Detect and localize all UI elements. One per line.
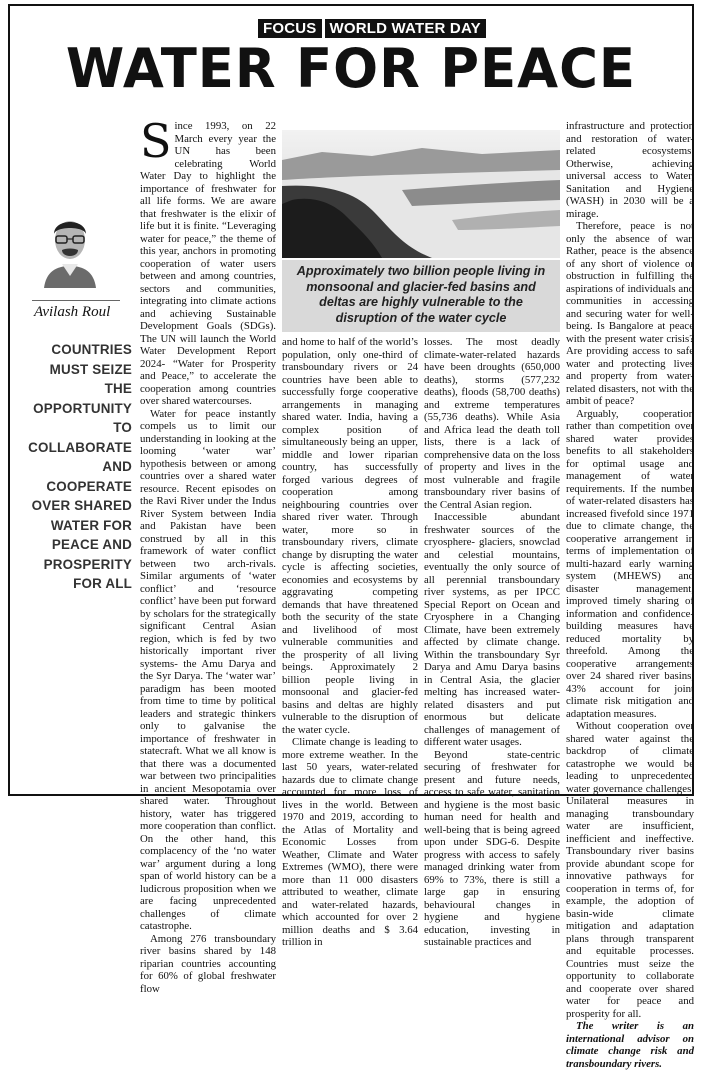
article-column-2 bbox=[282, 336, 418, 948]
author-name: Avilash Roul bbox=[34, 304, 111, 320]
article-column-3 bbox=[424, 336, 560, 948]
author-bio: The writer is an international advisor on climate change risk and transboundary rivers. bbox=[566, 1020, 694, 1070]
article-paragraph: Inaccessible abundant freshwater sources of the cryosphere- glaciers, snowclad and celestial mountains, eventually the only source of all perennial transboundary river systems, as per IPCC Special Report on Ocean and Cryosphere in a Changing Climate, have been extremely affected by climate change. Within the transboundary Syr Darya and Amu Darya basins in Central Asia, the glacier melting has increased water-related disasters and put enormous but delicate challenges of management of different water usages. bbox=[424, 511, 560, 748]
kicker-tag: FOCUS bbox=[258, 19, 322, 38]
article-paragraph: losses. The most deadly climate-water-related hazards have been droughts (650,000 deaths), storms (577,232 deaths), floods (58,700 deaths) and extreme temperatures (55,736 deaths). While Asia and Africa lead the death toll lists, there is a lack of comprehensive data on the loss of property and lives in the most vulnerable and fragile transboundary river basins of the Central Asian region. bbox=[424, 336, 560, 511]
article-paragraph: and home to half of the world’s population, only one-third of transboundary rivers or 24 countries have been able to successfully forge cooperative arrangements in managing shared water. India, having a complex position of simultaneously being an upper, middle and lower riparian country, has successfully forged various degrees of cooperation among neighbouring countries over shared river water. Through water, more so in transboundary rivers, climate change by disrupting the water cycle is affecting societies, economies and ecosystems by aggravating competing demands that have threatened both the security of the state and livelihood of most vulnerable communities and the prosperity of all living beings. Approximately 2 billion people living in monsoonal and glacier-fed basins and deltas are highly vulnerable to the disruption of the water cycle. bbox=[282, 336, 418, 736]
photo-caption: Approximately two billion people living in monsoonal and glacier-fed basins and deltas are highly vulnerable to the disruption of the water cycle bbox=[282, 260, 560, 332]
article-paragraph: Without cooperation over shared water against the backdrop of climate catastrophe we would be leading to unprecedented water governance challenges. Unilateral measures in managing transboundary water are insufficient, inefficient and ineffective. Transboundary river basins provide abundant scope for innovative pathways for cooperation in terms of, for example, the adoption of basin-wide climate mitigation and adaptation plans through transparent and equitable processes. Countries must seize the opportunity to collaborate and cooperate over shared water for peace and prosperity for all. bbox=[566, 720, 694, 1020]
article-paragraph: Climate change is leading to more extreme weather. In the last 50 years, water-related hazards due to climate change accounted for more loss of lives in the world. Between 1970 and 2019, according to the Atlas of Mortality and Economic Losses from Weather, Climate and Water Extremes (WMO), there were more than 11 000 disasters attributed to weather, climate and water-related hazards, which accounted for over 2 million deaths and $ 3.64 trillion in bbox=[282, 736, 418, 948]
headline: WATER FOR PEACE bbox=[65, 37, 637, 100]
article-paragraph: ince 1993, on 22 March every year the UN has been celebrating World Water Day to highlight the importance of freshwater for all life forms. We are aware that freshwater is the elixir of life but it is finite. “Leveraging water for peace,” the theme of this year, anchors in promoting cooperation of water users between and among countries, sectors and communities, integrating into climate actions and achieving Sustainable Development Goals (SDGs). The UN will launch the World Water Development Report 2024- “Water for Prosperity and Peace,” to accelerate the cooperation among countries over shared watercourses. bbox=[140, 120, 276, 407]
article-paragraph: infrastructure and protection and restoration of water-related ecosystems. Otherwise, achieving universal access to Water, Sanitation and Hygiene (WASH) in 2030 will be a mirage. bbox=[566, 120, 694, 220]
river-landscape-photo bbox=[282, 130, 560, 258]
article-column-1 bbox=[140, 114, 276, 995]
article-paragraph: Therefore, peace is not only the absence of war. Rather, peace is the absence of any short of violence or obstruction in fulfilling the aspirations of individuals and communities in accessing and securing water for well-being. Is Bangalore at peace with the present water crisis? Are providing access to safe water and protecting lives and property from water-related disasters, not with the ambit of peace? bbox=[566, 220, 694, 407]
article-paragraph: Beyond state-centric securing of freshwater for present and future needs, access to safe water, sanitation and hygiene is the most basic human need for health and well-being that is being agreed upon under SDG-6. Despite progress with access to safely managed drinking water from 69% to 73%, there is still a large gap in ensuring behavioural changes in hygiene and hygiene education, investing in sustainable practices and bbox=[424, 748, 560, 948]
author-photo bbox=[38, 206, 102, 288]
drop-cap: S bbox=[140, 114, 172, 168]
pull-quote: COUNTRIES MUST SEIZE THE OPPORTUNITY TO COLLABORATE AND COOPERATE OVER SHARED WATER FOR PEACE AND PROSPERITY FOR ALL bbox=[28, 342, 132, 591]
article-paragraph: Among 276 transboundary river basins shared by 148 riparian countries accounting for 60% of global freshwater flow bbox=[140, 932, 276, 995]
article-column-4 bbox=[566, 120, 694, 1070]
section-kicker bbox=[258, 18, 486, 38]
kicker-section: WORLD WATER DAY bbox=[325, 19, 486, 38]
author-divider bbox=[32, 300, 120, 301]
article-paragraph: Water for peace instantly compels us to limit our understanding in looking at the looming ‘water war’ hypothesis between or among countries over a shared water resource. Recent episodes on the Ravi River under the Indus River System between India and Pakistan have been construed by all in this framework of water conflict between two arch-rivals. Similar arguments of ‘water conflict’ and ‘resource conflict’ have been put forward by scholars for the strategically significant Central Asian region, which is fed by two historically important river systems- the Amu Darya and the Syr Darya. The ‘water war’ paradigm has been mooted from time to time by political leaders and strategic thinkers only to galvanise the importance of freshwater in statecraft. What we all know is that there was a documented war between two principalities in ancient Mesopotamia over shared water. Throughout history, water has triggered more cooperation than conflict. On the other hand, this complacency of the ‘no water war’ argument during a long span of world history can be a ludicrous proposition when we are facing unprecedented challenges of climate catastrophe. bbox=[140, 407, 276, 932]
article-paragraph: Arguably, cooperation rather than competition over shared water provides benefits to all stakeholders for optimal usage and management of water requirements. If the number of water-related disasters has increased fivefold since 1971 due to climate change, the cooperative arrangement in terms of implementation of multi-hazard early warning system (MHEWS) and disaster management, improved timely sharing of information and confidence-building measures have reduced mortality by threefold. Among the cooperative arrangements over 24 shared river basins, 43% account for joint climate risk mitigation and adaptation measures. bbox=[566, 407, 694, 720]
newspaper-page bbox=[8, 4, 694, 1070]
